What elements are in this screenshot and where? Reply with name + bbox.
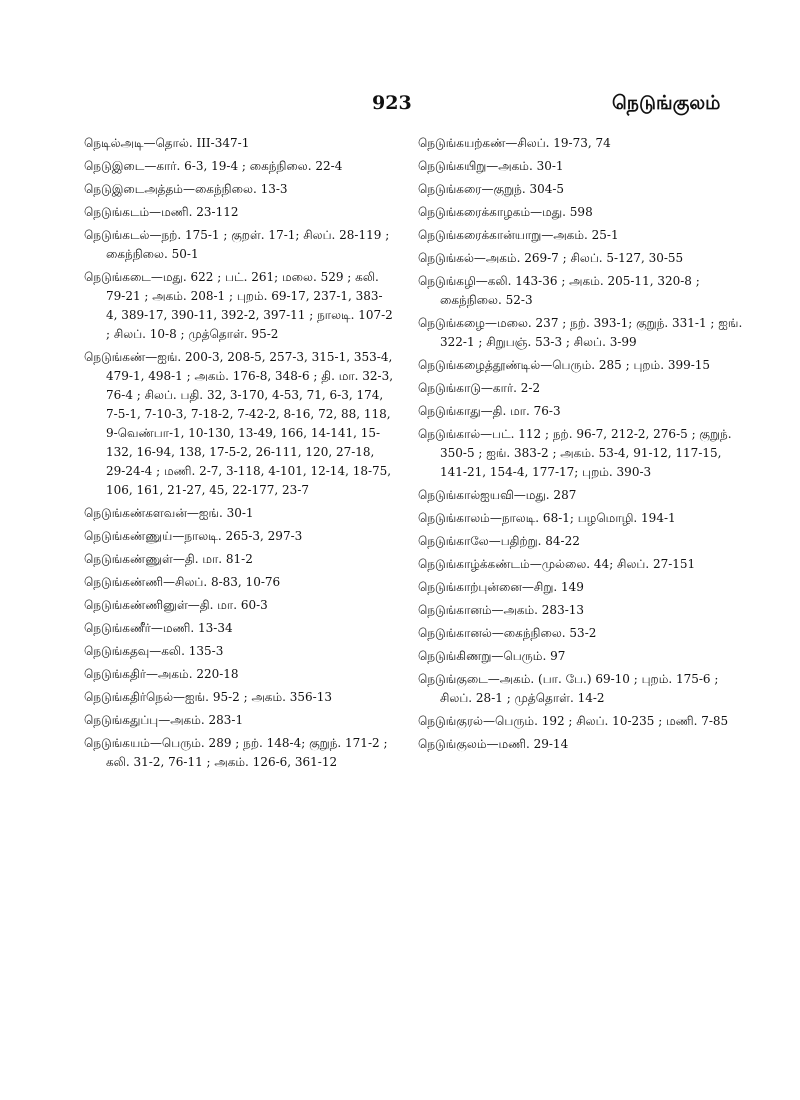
right-column — [418, 134, 748, 758]
index-entry: நெடுங்கழை—மலை. 237 ; நற். 393-1; குறுந். 331-1 ; ஐங். 322-1 ; சிறுபஞ். 53-3 ; சிலப். 3-99 — [418, 316, 743, 349]
index-entry: நெடுங்கழி—கலி. 143-36 ; அகம். 205-11, 320-8 ; கைந்நிலை. 52-3 — [418, 274, 700, 307]
index-entry: நெடுங்காற்புன்னை—சிறு. 149 — [418, 580, 584, 594]
index-entry: நெடுங்கதிர்—அகம். 220-18 — [84, 667, 239, 681]
index-entry: நெடுங்கானம்—அகம். 283-13 — [418, 603, 585, 617]
index-entry: நெடில்அடி—தொல். III-347-1 — [84, 136, 250, 150]
index-entry: நெடுங்குலம்—மணி. 29-14 — [418, 737, 569, 751]
index-entry: நெடுங்கரை—குறுந். 304-5 — [418, 182, 565, 196]
index-entry: நெடுங்கல்—அகம். 269-7 ; சிலப். 5-127, 30-55 — [418, 251, 684, 265]
index-entry: நெடுங்கணீர்—மணி. 13-34 — [84, 621, 233, 635]
index-entry: நெடுங்கழைத்தூண்டில்—பெரும். 285 ; புறம். 399-15 — [418, 358, 711, 372]
index-entry: நெடுங்கதிர்நெல்—ஐங். 95-2 ; அகம். 356-13 — [84, 690, 332, 704]
index-entry: நெடுங்கிணறு—பெரும். 97 — [418, 649, 566, 663]
index-entry: நெடுங்கயிறு—அகம். 30-1 — [418, 159, 564, 173]
index-entry: நெடுங்கரைக்கான்யாறு—அகம். 25-1 — [418, 228, 619, 242]
index-entry: நெடுங்குடை—அகம். (பா. பே.) 69-10 ; புறம். 175-6 ; சிலப். 28-1 ; முத்தொள். 14-2 — [418, 672, 719, 705]
index-entry: நெடுங்கண்ணி—சிலப். 8-83, 10-76 — [84, 575, 281, 589]
index-entry: நெடுங்கானல்—கைந்நிலை. 53-2 — [418, 626, 597, 640]
index-entry: நெடுங்கண்ணுய்—நாலடி. 265-3, 297-3 — [84, 529, 303, 543]
index-entry: நெடுங்கயம்—பெரும். 289 ; நற். 148-4; குறுந். 171-2 ; கலி. 31-2, 76-11 ; அகம். 126-6, 361-12 — [84, 736, 388, 769]
index-entry: நெடுங்கண்—ஐங். 200-3, 208-5, 257-3, 315-1, 353-4, 479-1, 498-1 ; அகம். 176-8, 348-6 ; தி. மா. 32-3, 76-4 ; சிலப். பதி. 32, 3-170, 4-53, 71, 6-3, 174, 7-5-1, 7-10-3, 7-18-2, 7-42-2, 8-16, 72, 88, 118, 9-வெண்பா-1, 10-130, 13-49, 166, 14-141, 15-132, 16-94, 138, 17-5-2, 26-111, 120, 27-18, 29-24-4 ; மணி. 2-7, 3-118, 4-101, 12-14, 18-75, 106, 161, 21-27, 45, 22-177, 23-7 — [84, 350, 394, 497]
running-head: நெடுங்குலம் — [612, 92, 721, 114]
index-entry: நெடுங்கண்களவன்—ஐங். 30-1 — [84, 506, 254, 520]
page-number: 923 — [372, 92, 412, 114]
index-entry: நெடுங்குரல்—பெரும். 192 ; சிலப். 10-235 ; மணி. 7-85 — [418, 714, 729, 728]
index-entry: நெடுங்கடம்—மணி. 23-112 — [84, 205, 239, 219]
index-entry: நெடுங்காது—தி. மா. 76-3 — [418, 404, 561, 418]
index-entry: நெடுங்கதவு—கலி. 135-3 — [84, 644, 224, 658]
index-entry: நெடுங்காழ்க்கண்டம்—முல்லை. 44; சிலப். 27-151 — [418, 557, 696, 571]
index-entry: நெடுங்கரைக்காழகம்—மது. 598 — [418, 205, 593, 219]
index-entry: நெடுங்கண்ணினுள்—தி. மா. 60-3 — [84, 598, 268, 612]
index-entry: நெடுங்காலம்—நாலடி. 68-1; பழமொழி. 194-1 — [418, 511, 676, 525]
index-entry: நெடுங்கடை—மது. 622 ; பட். 261; மலை. 529 ; கலி. 79-21 ; அகம். 208-1 ; புறம். 69-17, 237-1, 383-4, 389-17, 390-11, 392-2, 397-11 ; நாலடி. 107-2 ; சிலப். 10-8 ; முத்தொள். 95-2 — [84, 270, 393, 341]
index-entry: நெடுங்கால்ஐயவி—மது. 287 — [418, 488, 577, 502]
index-entry: நெடுங்கதுப்பு—அகம். 283-1 — [84, 713, 244, 727]
index-entry: நெடுங்கண்ணுள்—தி. மா. 81-2 — [84, 552, 253, 566]
index-entry: நெடுங்கயற்கண்—சிலப். 19-73, 74 — [418, 136, 611, 150]
index-entry: நெடுஇடைஅத்தம்—கைந்நிலை. 13-3 — [84, 182, 288, 196]
index-entry: நெடுங்காடு—கார். 2-2 — [418, 381, 541, 395]
index-entry: நெடுஇடை—கார். 6-3, 19-4 ; கைந்நிலை. 22-4 — [84, 159, 343, 173]
index-entry: நெடுங்காலே—பதிற்று. 84-22 — [418, 534, 580, 548]
index-entry: நெடுங்கால்—பட். 112 ; நற். 96-7, 212-2, 276-5 ; குறுந். 350-5 ; ஐங். 383-2 ; அகம். 53-4, 91-12, 117-15, 141-21, 154-4, 177-17; புறம். 390-3 — [418, 427, 732, 479]
left-column — [84, 134, 394, 776]
index-entry: நெடுங்கடல்—நற். 175-1 ; குறள். 17-1; சிலப். 28-119 ; கைந்நிலை. 50-1 — [84, 228, 390, 261]
